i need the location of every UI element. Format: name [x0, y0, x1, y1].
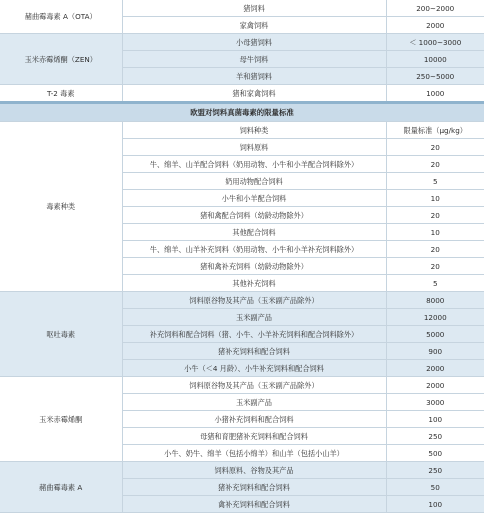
feed-type-cell: 饲料原谷物及其产品（玉米副产品除外） [122, 377, 386, 394]
feed-type-cell: 猪和家禽饲料 [122, 85, 386, 103]
feed-type-cell: 家禽饲料 [122, 17, 386, 34]
limit-value-cell: 20 [386, 241, 484, 258]
limit-value-cell: ＜ 1000~3000 [386, 34, 484, 51]
limit-value-cell: 10 [386, 190, 484, 207]
limit-value-cell: 20 [386, 156, 484, 173]
feed-type-cell: 猪和禽配合饲料（幼龄动物除外） [122, 207, 386, 224]
feed-type-cell: 其他配合饲料 [122, 224, 386, 241]
table-row [0, 292, 484, 309]
feed-type-cell: 补充饲料和配合饲料（猪、小牛、小羊补充饲料和配合饲料除外） [122, 326, 386, 343]
limit-value-cell: 5000 [386, 326, 484, 343]
feed-type-cell: 小牛和小羊配合饲料 [122, 190, 386, 207]
limit-value-cell: 3000 [386, 394, 484, 411]
table-row [0, 85, 484, 103]
column-header-feed-type: 饲料种类 [122, 122, 386, 139]
section-header-row [0, 103, 484, 122]
limit-value-cell: 12000 [386, 309, 484, 326]
feed-type-cell: 小猪补充饲料和配合饲料 [122, 411, 386, 428]
limit-value-cell: 500 [386, 445, 484, 462]
limit-value-cell: 250 [386, 428, 484, 445]
limit-value-cell: 50 [386, 479, 484, 496]
feed-type-cell: 奶用动物配合饲料 [122, 173, 386, 190]
limit-value-cell: 10 [386, 224, 484, 241]
feed-type-cell: 饲料原料、谷物及其产品 [122, 462, 386, 479]
feed-type-cell: 羊和猪饲料 [122, 68, 386, 85]
feed-type-cell: 饲料原料 [122, 139, 386, 156]
limit-value-cell: 1000 [386, 85, 484, 103]
limit-value-cell: 2000 [386, 17, 484, 34]
limit-value-cell: 200~2000 [386, 0, 484, 17]
feed-type-cell: 小母猪饲料 [122, 34, 386, 51]
feed-type-cell: 玉米副产品 [122, 309, 386, 326]
toxin-name-cell: 毒素种类 [0, 122, 122, 292]
feed-type-cell: 禽补充饲料和配合饲料 [122, 496, 386, 513]
limit-value-cell: 8000 [386, 292, 484, 309]
limit-value-cell: 900 [386, 343, 484, 360]
toxin-name-cell: 玉米赤霉烯酮 [0, 377, 122, 462]
feed-type-cell: 牛、绵羊、山羊配合饲料（奶用动物、小牛和小羊配合饲料除外） [122, 156, 386, 173]
feed-type-cell: 猪补充饲料和配合饲料 [122, 479, 386, 496]
feed-type-cell: 小牛、奶牛、绵羊（包括小绵羊）和山羊（包括小山羊） [122, 445, 386, 462]
toxin-name-cell: T-2 毒素 [0, 85, 122, 103]
feed-type-cell: 小牛（＜4 月龄）、小牛补充饲料和配合饲料 [122, 360, 386, 377]
table-row [0, 122, 484, 139]
feed-type-cell: 其他补充饲料 [122, 275, 386, 292]
feed-type-cell: 猪和禽补充饲料（幼龄动物除外） [122, 258, 386, 275]
limit-value-cell: 100 [386, 411, 484, 428]
table-row [0, 0, 484, 17]
toxin-name-cell: 赭曲霉毒素 A [0, 462, 122, 513]
limit-value-cell: 5 [386, 173, 484, 190]
limit-value-cell: 250 [386, 462, 484, 479]
table-row [0, 377, 484, 394]
limit-value-cell: 10000 [386, 51, 484, 68]
toxin-name-cell: 玉米赤霉烯酮（ZEN） [0, 34, 122, 85]
limit-value-cell: 20 [386, 207, 484, 224]
feed-type-cell: 猪补充饲料和配合饲料 [122, 343, 386, 360]
table-row [0, 462, 484, 479]
limit-value-cell: 2000 [386, 377, 484, 394]
toxin-name-cell: 赭曲霉毒素 A（OTA） [0, 0, 122, 34]
feed-type-cell: 牛、绵羊、山羊补充饲料（奶用动物、小牛和小羊补充饲料除外） [122, 241, 386, 258]
toxin-name-cell: 呕吐毒素 [0, 292, 122, 377]
feed-type-cell: 猪饲料 [122, 0, 386, 17]
section-title: 欧盟对饲料真菌毒素的限量标准 [0, 103, 484, 122]
feed-type-cell: 母牛饲料 [122, 51, 386, 68]
limit-value-cell: 20 [386, 258, 484, 275]
feed-type-cell: 母猪和育肥猪补充饲料和配合饲料 [122, 428, 386, 445]
column-header-limit: 限量标准（μg/kg） [386, 122, 484, 139]
limit-value-cell: 5 [386, 275, 484, 292]
feed-type-cell: 饲料原谷物及其产品（玉米副产品除外） [122, 292, 386, 309]
feed-type-cell: 玉米副产品 [122, 394, 386, 411]
limit-value-cell: 100 [386, 496, 484, 513]
limit-value-cell: 20 [386, 139, 484, 156]
limit-value-cell: 250~5000 [386, 68, 484, 85]
table-row [0, 34, 484, 51]
limit-value-cell: 2000 [386, 360, 484, 377]
